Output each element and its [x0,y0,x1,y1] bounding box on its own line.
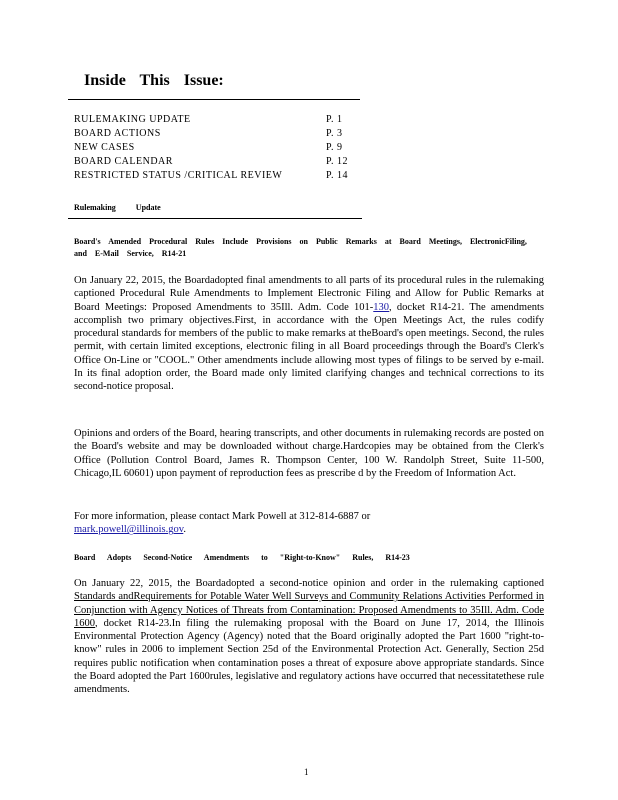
issue-title: Inside This Issue: [84,72,224,89]
paragraph-text: , docket R14-23.In filing the rulemaking proposal with the Board on June 17, 2014, the Illinois Environmental Protection Agency (Agency) noted that the Board originally adopted the Part 1600 "right-to-know" rules in 2006 to implement Section 25d of the Environmental Protection Act. Generally, Section 25d requires public notification when contamination poses a threat of exposure above appropriate standards. Since the Board adopted the Part 1600rules, legislative and regulatory actions have occurred that necessitatethese rule amendments. [74,617,544,696]
article-heading: Board Adopts Second-Notice Amendments to "Right-to-Know" Rules, R14-23 [74,553,410,562]
toc-item[interactable] [74,170,364,184]
page-number: 1 [304,767,309,777]
toc-item-title: BOARD CALENDAR [74,156,173,167]
paragraph-text: . [183,524,186,536]
title-divider [68,99,360,100]
docket-link[interactable]: 130 [373,301,390,313]
section-label: Rulemaking Update [74,203,161,212]
toc-item-page: P. 3 [326,128,343,139]
toc-item[interactable] [74,156,364,170]
toc-item-title: RULEMAKING UPDATE [74,114,191,125]
toc-item-title: RESTRICTED STATUS /CRITICAL REVIEW [74,170,283,181]
rulemaking-caption: Standards andRequirements for Potable Water Well Surveys and Community Relations Activities Performed in Conjunction with Agency Notices of Threats from Contamination: Proposed Amendments to 35Ill. Adm. Code 1600 [74,591,544,629]
article-paragraph [74,274,544,394]
toc-item-title: NEW CASES [74,142,135,153]
paragraph-text: On January 22, 2015, the Boardadopted a second-notice opinion and order in the rulemaking captioned [74,578,544,589]
article-paragraph: Opinions and orders of the Board, hearing transcripts, and other documents in rulemaking records are posted on the Board's website and may be downloaded without charge.Hardcopies may be obtained from the Clerk's Office (Pollution Control Board, James R. Thompson Center, 100 W. Randolph Street, Suite 11-500, Chicago,IL 60601) upon payment of reproduction fees as prescribe d by the Freedom of Information Act. [74,428,544,479]
toc-item[interactable] [74,142,364,156]
toc-item[interactable] [74,114,364,128]
email-link[interactable]: mark.powell@illinois.gov [74,524,184,536]
paragraph-text: , docket R14-21. The amendments accomplish two primary objectives.First, in accordance with the Open Meetings Act, the rules codify procedural standards for members of the public to make remarks at theBoard's open meetings. Second, the rules permit, with certain limited exceptions, electronic filing in all Board proceedings through the Board's Clerk's Office On-Line or "COOL." Other amendments include allowing most types of filings to be served by e-mail. In its final adoption order, the Board made only limited clarifying changes and technical corrections to its second-notice proposal. [74,301,544,393]
toc-item-page: P. 14 [326,170,348,181]
paragraph-text: For more information, please contact Mark Powell at 312-814-6887 or [74,511,371,522]
toc-item[interactable] [74,128,364,142]
toc-item-page: P. 1 [326,114,343,125]
toc-item-title: BOARD ACTIONS [74,128,161,139]
article-paragraph [74,577,544,697]
section-divider [68,218,362,219]
toc-item-page: P. 12 [326,156,348,167]
article-paragraph [74,510,544,537]
paragraph-text: On January 22, 2015, the Boardadopted final amendments to all parts of its procedural rules in the rulemaking captioned Procedural Rule Amendments to Implement Electronic Filing and Allow for Public Remarks at Board Meetings: Proposed Amendments to 35Ill. Adm. Code 101- [74,275,544,313]
article-heading: Board's Amended Procedural Rules Include Provisions on Public Remarks at Board Meetings, ElectronicFiling, and E-Mail Service, R14-21 [74,237,527,258]
toc-item-page: P. 9 [326,142,343,153]
table-of-contents [74,114,364,184]
